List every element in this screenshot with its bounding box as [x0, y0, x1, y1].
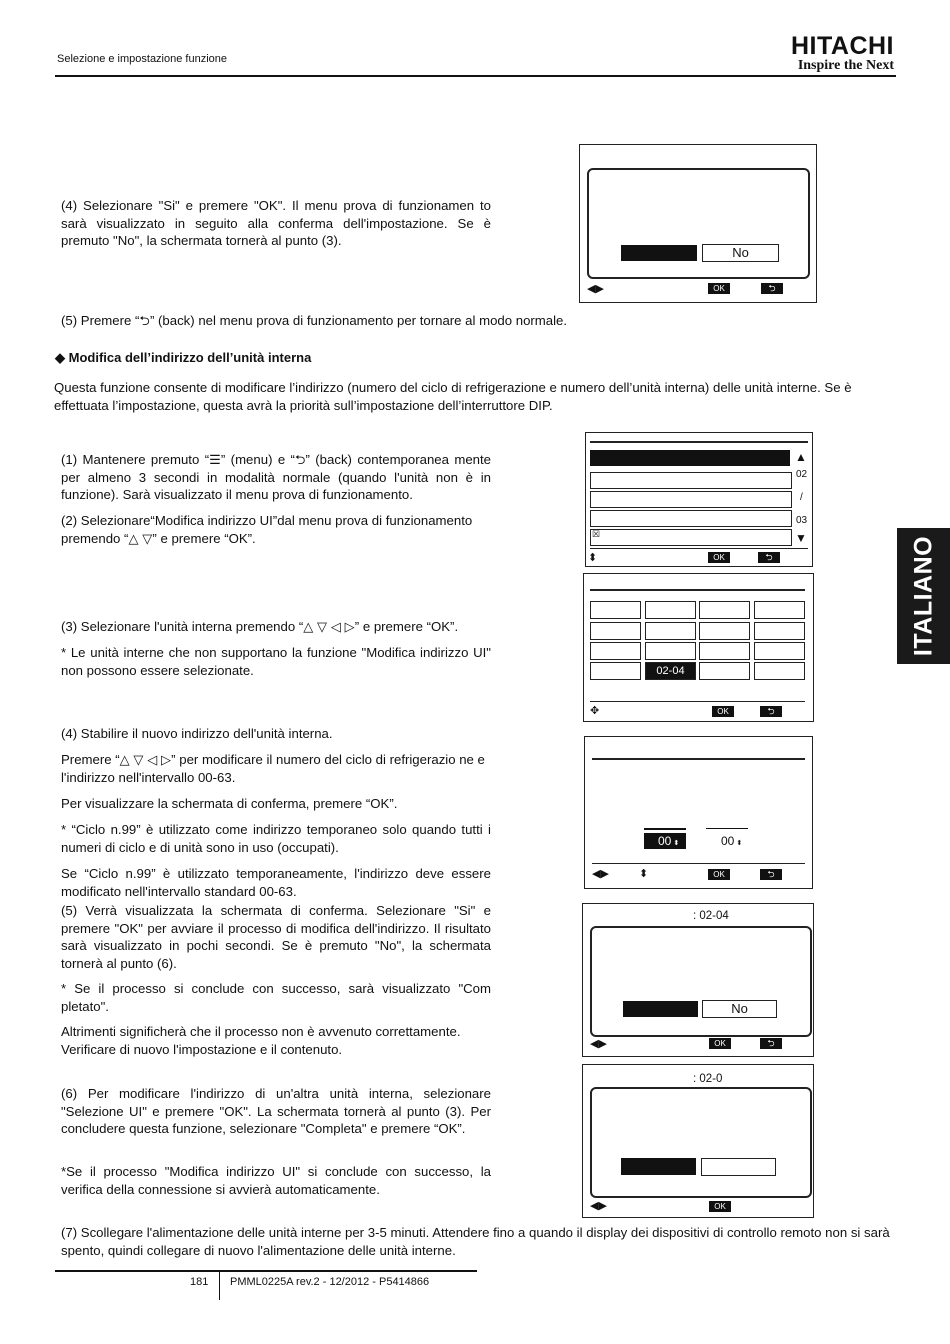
section-intro: Questa funzione consente di modificare l’indirizzo (numero del ciclo di refrigerazione e numero dell’unità interna) delle unità interne. Se è effettuata l’impostazione, questa avrà la priorità sull’impostazione dell’interruttore DIP.: [54, 380, 852, 413]
step4b-p4: * “Ciclo n.99” è utilizzato come indirizzo temporaneo solo quando tutti i numeri di ciclo e di unità sono in uso (occupati).: [61, 822, 491, 855]
step4b-text: (4) Stabilire il nuovo indirizzo dell'unità interna.: [61, 726, 333, 741]
screen-address-set: [584, 736, 813, 889]
scroll-down-icon[interactable]: ▼: [795, 531, 807, 545]
brand-name: HITACHI: [790, 32, 894, 60]
screen-unit-select: [583, 573, 814, 722]
ok-button[interactable]: OK: [709, 1201, 731, 1212]
step5b-p3: Altrimenti significherà che il processo non è avvenuto correttamente. Verificare di nuovo l'impostazione e il contenuto.: [61, 1024, 461, 1057]
document-code: PMML0225A rev.2 - 12/2012 - P5414866: [230, 1276, 430, 1288]
unit-cell[interactable]: [699, 642, 750, 660]
unit-cell[interactable]: [699, 622, 750, 640]
step4b-p3: Per visualizzare la schermata di conferma, premere “OK”.: [61, 796, 398, 811]
unit-cell[interactable]: [645, 622, 696, 640]
up-down-icon: ⬍: [639, 868, 649, 880]
title-separator: [590, 589, 805, 591]
back-icon[interactable]: ⮌: [760, 869, 782, 880]
step6-text: (6) Per modificare l'indirizzo di un'altra unità interna, selezionare "Selezione UI" e premere "OK". La schermata tornerà al punto (3). Per concludere questa funzione, selezionare "Completa" e premere “OK”.: [61, 1086, 491, 1136]
four-way-icon: ✥: [590, 705, 600, 717]
unit-cell[interactable]: [590, 622, 641, 640]
page-slash: /: [800, 492, 803, 503]
footer-separator: [590, 548, 808, 549]
brand-logo: [791, 34, 894, 74]
page-total: 03: [796, 515, 808, 526]
unit-cell[interactable]: [754, 642, 805, 660]
menu-item[interactable]: [590, 491, 792, 508]
section-title: [55, 349, 311, 367]
language-tab-label: ITALIANO: [909, 535, 937, 657]
title-separator: [590, 441, 808, 443]
footer-separator: [592, 863, 805, 864]
dialog-box: [590, 1087, 812, 1198]
footer-separator: [590, 701, 805, 702]
screen-complete: [582, 1064, 814, 1218]
menu-item[interactable]: [590, 510, 792, 527]
screen-confirm-test: [579, 144, 817, 303]
no-button[interactable]: No: [702, 244, 779, 262]
page-number: 181: [190, 1276, 209, 1288]
address-label: : 02-0: [693, 1073, 723, 1085]
footer-divider: [219, 1272, 220, 1300]
up-down-icon: ⬍: [588, 552, 598, 564]
menu-item[interactable]: [590, 472, 792, 489]
brand-tagline: Inspire the Next: [797, 58, 894, 73]
step3-text: (3) Selezionare l'unità interna premendo “△ ▽ ◁ ▷” e premere “OK”.: [61, 619, 459, 634]
unit-cell-selected[interactable]: 02-04: [645, 662, 696, 680]
scroll-up-icon[interactable]: ▲: [795, 450, 807, 464]
left-right-icon: ◀▶: [592, 868, 609, 880]
unit-cell[interactable]: [699, 662, 750, 680]
step7-text: (7) Scollegare l'alimentazione delle unità interne per 3-5 minuti. Attendere fino a quando il display dei dispositivi di controllo remoto non si sarà spento, quindi collegare di nuovo l'alimentazione delle unità interne.: [61, 1225, 890, 1258]
cycle-number-field[interactable]: [644, 833, 686, 849]
field-underline: [706, 828, 748, 829]
unit-number-value: 00: [721, 834, 735, 848]
unit-cell[interactable]: [590, 601, 641, 619]
step2-text: (2) Selezionare“Modifica indirizzo UI”dal menu prova di funzionamento premendo “△ ▽” e premere “OK”.: [61, 513, 473, 546]
step6-p2: *Se il processo "Modifica indirizzo UI" si conclude con successo, la verifica della connessione si avvierà automaticamente.: [61, 1164, 491, 1197]
unit-cell[interactable]: [590, 662, 641, 680]
ok-button[interactable]: OK: [708, 552, 730, 563]
menu-item-selected[interactable]: [590, 450, 790, 466]
unit-cell[interactable]: [754, 662, 805, 680]
dialog-box: [590, 926, 812, 1037]
step4a-text: (4) Selezionare "Si" e premere "OK". Il menu prova di funzionamen to sarà visualizzato in seguito alla conferma dell'impostazione. Se è premuto "No", la schermata tornerà al punto (3).: [61, 198, 491, 248]
address-label: : 02-04: [693, 910, 729, 922]
section-title-text: Modifica dell’indirizzo dell’unità interna: [68, 350, 312, 365]
unit-cell[interactable]: [645, 601, 696, 619]
step5a-text: (5) Premere “⮌” (back) nel menu prova di funzionamento per tornare al modo normale.: [61, 313, 568, 328]
unit-cell[interactable]: [754, 601, 805, 619]
unit-cell[interactable]: [699, 601, 750, 619]
field-underline: [644, 828, 686, 830]
checkbox-icon: ☒: [592, 529, 601, 539]
left-right-icon: ◀▶: [590, 1038, 607, 1050]
step1-text: (1) Mantenere premuto “☰” (menu) e “⮌” (back) contemporanea mente per almeno 3 secondi in modalità normale (quando l'unità non è in funzione). Sarà visualizzato il menu prova di funzionamento.: [61, 452, 491, 502]
unit-cell[interactable]: [590, 642, 641, 660]
left-right-icon: ◀▶: [587, 283, 604, 295]
unit-cell[interactable]: [645, 642, 696, 660]
back-icon[interactable]: ⮌: [760, 706, 782, 717]
yes-button[interactable]: [621, 245, 697, 261]
ok-button[interactable]: OK: [708, 869, 730, 880]
diamond-bullet-icon: ◆: [55, 350, 65, 365]
step5b-p2: * Se il processo si conclude con successo, sarà visualizzato "Com pletato".: [61, 981, 491, 1014]
dialog-box: [587, 168, 810, 279]
header-rule: [55, 75, 896, 77]
header-section-title: Selezione e impostazione funzione: [57, 53, 228, 65]
ok-button[interactable]: OK: [709, 1038, 731, 1049]
cycle-number-value: 00: [658, 834, 672, 848]
screen-confirm-address: [582, 903, 814, 1057]
unit-number-field[interactable]: [706, 833, 748, 849]
back-icon[interactable]: ⮌: [758, 552, 780, 563]
title-separator: [592, 758, 805, 760]
footer-rule: [55, 1270, 477, 1272]
step4b-p5: Se “Ciclo n.99” è utilizzato temporaneamente, l'indirizzo deve essere modificato nell'intervallo standard 00-63.: [61, 866, 491, 899]
complete-button[interactable]: [701, 1158, 776, 1176]
no-button[interactable]: No: [702, 1000, 777, 1018]
left-right-icon: ◀▶: [590, 1200, 607, 1212]
language-tab: [897, 528, 950, 664]
back-icon[interactable]: ⮌: [760, 1038, 782, 1049]
yes-button[interactable]: [623, 1001, 698, 1017]
unit-stepper-icon: ⬍: [736, 840, 743, 847]
page-current: 02: [796, 469, 808, 480]
ok-button[interactable]: OK: [712, 706, 734, 717]
step3-note: * Le unità interne che non supportano la funzione "Modifica indirizzo UI" non possono essere selezionate.: [61, 645, 491, 678]
screen-test-menu: [585, 432, 813, 567]
menu-item[interactable]: [590, 529, 792, 546]
ok-button[interactable]: OK: [708, 283, 730, 294]
back-icon[interactable]: ⮌: [761, 283, 783, 294]
step5b-text: (5) Verrà visualizzata la schermata di conferma. Selezionare "Si" e premere "OK" per avviare il processo di modifica dell'indirizzo. Il risultato sarà visualizzato in pochi secondi. Se è premuto "No", la schermata tornerà al punto (6).: [61, 903, 491, 971]
select-ui-button[interactable]: [621, 1158, 696, 1175]
cycle-stepper-icon: ⬍: [673, 840, 680, 847]
unit-cell[interactable]: [754, 622, 805, 640]
step4b-p2: Premere “△ ▽ ◁ ▷” per modificare il numero del ciclo di refrigerazio ne e l'indirizzo nell'intervallo 00-63.: [61, 752, 485, 785]
